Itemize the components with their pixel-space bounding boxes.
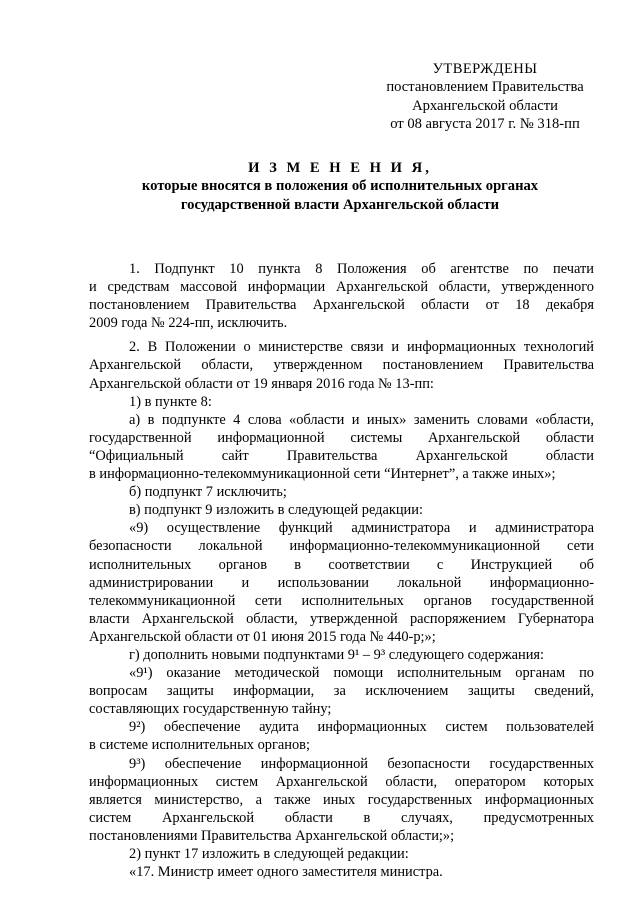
body-text-line: 2009 года № 224-пп, исключить. bbox=[89, 315, 288, 332]
body-text-line: 1) в пункте 8: bbox=[129, 393, 212, 410]
body-text-line: «17. Министр имеет одного заместителя министра. bbox=[129, 864, 443, 881]
document-subtitle: государственной власти Архангельской области bbox=[180, 196, 500, 213]
body-text-line: информационных систем Архангельской области, оператором которых bbox=[89, 773, 594, 790]
document-body bbox=[89, 260, 594, 881]
body-text-line: в системе исполнительных органов; bbox=[89, 737, 310, 754]
body-text-line: “Официальный сайт Правительства Архангельской области bbox=[89, 447, 594, 464]
body-text-line: государственной информационной системы Архангельской области bbox=[89, 429, 594, 446]
document-title-block bbox=[90, 159, 590, 214]
body-text-line: Архангельской области от 19 января 2016 года № 13-пп: bbox=[89, 375, 434, 392]
body-text-line: вопросам защиты информации, за исключением защиты сведений, bbox=[89, 683, 594, 700]
approval-line: Архангельской области bbox=[412, 97, 558, 114]
body-text-line: составляющих государственную тайну; bbox=[89, 701, 332, 718]
body-text-line: Архангельской области от 01 июня 2015 года № 440-р;»; bbox=[89, 628, 436, 645]
body-text-line: б) подпункт 7 исключить; bbox=[129, 484, 287, 501]
body-text-line: власти Архангельской области, утвержденной распоряжением Губернатора bbox=[89, 610, 594, 627]
body-text-line: 9²) обеспечение аудита информационных систем пользователей bbox=[129, 719, 594, 736]
body-text-line: «9) осуществление функций администратора и администратора bbox=[129, 520, 594, 537]
document-title: И З М Е Н Е Н И Я, bbox=[248, 160, 432, 176]
body-text-line: и средствам массовой информации Архангельской области, утвержденного bbox=[89, 279, 594, 296]
body-text-line: в информационно-телекоммуникационной сети “Интернет”, а также иных»; bbox=[89, 466, 556, 483]
body-text-line: постановлениями Правительства Архангельской области;»; bbox=[89, 827, 455, 844]
body-text-line: 1. Подпункт 10 пункта 8 Положения об агентстве по печати bbox=[129, 261, 594, 277]
body-text-line: администрировании и использовании локальной информационно- bbox=[89, 574, 594, 591]
body-text-line: 2. В Положении о министерстве связи и информационных технологий bbox=[129, 339, 594, 356]
approval-line: от 08 августа 2017 г. № 318-пп bbox=[390, 116, 580, 133]
body-text-line: исполнительных органов в соответствии с Инструкцией об bbox=[89, 556, 594, 573]
body-text-line: 9³) обеспечение информационной безопасности государственных bbox=[129, 755, 594, 772]
body-text-line: постановлением Правительства Архангельской области от 18 декабря bbox=[89, 297, 594, 314]
body-text-line: а) в подпункте 4 слова «области и иных» заменить словами «области, bbox=[129, 411, 594, 428]
body-text-line: 2) пункт 17 изложить в следующей редакции: bbox=[129, 846, 409, 862]
body-text-line: телекоммуникационной сети исполнительных органов государственной bbox=[89, 592, 594, 609]
approval-stamp bbox=[365, 60, 605, 134]
body-text-line: «9¹) оказание методической помощи исполнительным органам по bbox=[129, 665, 594, 682]
approval-heading: УТВЕРЖДЕНЫ bbox=[432, 61, 538, 77]
body-text-line: г) дополнить новыми подпунктами 9¹ – 9³ следующего содержания: bbox=[129, 646, 545, 663]
body-text-line: в) подпункт 9 изложить в следующей редакции: bbox=[129, 502, 423, 519]
body-text-line: Архангельской области, утвержденном постановлением Правительства bbox=[89, 357, 594, 374]
document-subtitle: которые вносятся в положения об исполнительных органах bbox=[141, 178, 539, 195]
body-text-line: является министерство, а также иных государственных информационных bbox=[89, 791, 594, 808]
body-text-line: систем Архангельской области в случаях, предусмотренных bbox=[89, 809, 594, 826]
approval-line: постановлением Правительства bbox=[386, 79, 584, 96]
body-text-line: безопасности локальной информационно-телекоммуникационной сети bbox=[89, 538, 594, 555]
